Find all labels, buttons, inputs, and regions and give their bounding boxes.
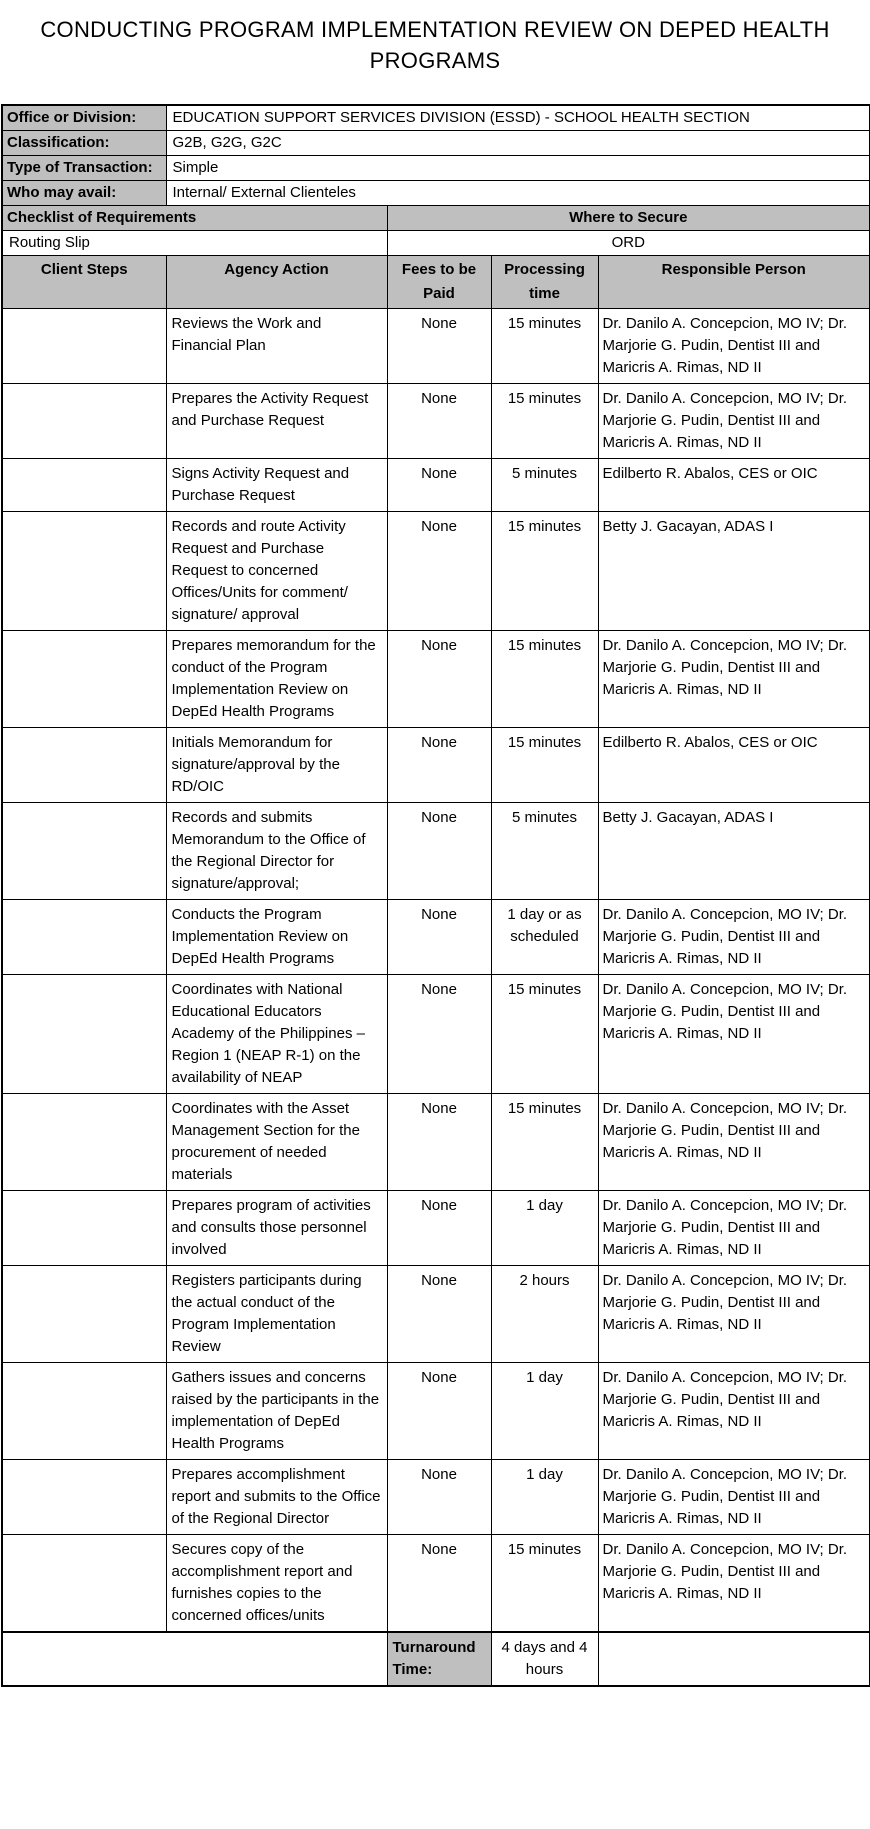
client-steps-cell xyxy=(2,1535,166,1633)
info-row-transaction-type xyxy=(2,156,870,181)
fees-cell: None xyxy=(387,1460,491,1535)
processing-time-cell: 1 day xyxy=(491,1363,598,1460)
client-steps-cell xyxy=(2,512,166,631)
processing-time-cell: 1 day xyxy=(491,1191,598,1266)
where-to-secure-header: Where to Secure xyxy=(387,206,870,231)
classification-label: Classification: xyxy=(2,131,166,156)
fees-cell: None xyxy=(387,631,491,728)
agency-action-cell: Initials Memorandum for signature/approval by the RD/OIC xyxy=(166,728,387,803)
agency-action-header: Agency Action xyxy=(166,256,387,309)
table-row xyxy=(2,900,870,975)
office-division-value: EDUCATION SUPPORT SERVICES DIVISION (ESSD) - SCHOOL HEALTH SECTION xyxy=(166,105,870,131)
responsible-person-cell: Betty J. Gacayan, ADAS I xyxy=(598,803,870,900)
info-row-who-may-avail xyxy=(2,181,870,206)
client-steps-cell xyxy=(2,728,166,803)
agency-action-cell: Prepares program of activities and consults those personnel involved xyxy=(166,1191,387,1266)
client-steps-cell xyxy=(2,1363,166,1460)
checklist-header-row xyxy=(2,206,870,231)
responsible-person-cell: Dr. Danilo A. Concepcion, MO IV; Dr. Marjorie G. Pudin, Dentist III and Maricris A. Rimas, ND II xyxy=(598,631,870,728)
agency-action-cell: Prepares accomplishment report and submits to the Office of the Regional Director xyxy=(166,1460,387,1535)
responsible-person-cell: Dr. Danilo A. Concepcion, MO IV; Dr. Marjorie G. Pudin, Dentist III and Maricris A. Rimas, ND II xyxy=(598,1191,870,1266)
processing-time-cell: 15 minutes xyxy=(491,975,598,1094)
turnaround-row xyxy=(2,1632,870,1686)
client-steps-header: Client Steps xyxy=(2,256,166,309)
checklist-item: Routing Slip xyxy=(2,231,387,256)
agency-action-cell: Reviews the Work and Financial Plan xyxy=(166,309,387,384)
processing-time-cell: 1 day xyxy=(491,1460,598,1535)
agency-action-cell: Prepares memorandum for the conduct of the Program Implementation Review on DepEd Health Programs xyxy=(166,631,387,728)
office-division-label: Office or Division: xyxy=(2,105,166,131)
table-row xyxy=(2,1460,870,1535)
client-steps-cell xyxy=(2,900,166,975)
turnaround-time-label: Turnaround Time: xyxy=(387,1632,491,1686)
fees-header: Fees to be Paid xyxy=(387,256,491,309)
agency-action-cell: Coordinates with the Asset Management Section for the procurement of needed materials xyxy=(166,1094,387,1191)
title-spacer xyxy=(1,76,869,104)
table-row xyxy=(2,975,870,1094)
client-steps-cell xyxy=(2,1094,166,1191)
processing-time-cell: 15 minutes xyxy=(491,384,598,459)
responsible-person-cell: Dr. Danilo A. Concepcion, MO IV; Dr. Marjorie G. Pudin, Dentist III and Maricris A. Rimas, ND II xyxy=(598,1535,870,1633)
fees-cell: None xyxy=(387,803,491,900)
table-row xyxy=(2,1535,870,1633)
fees-cell: None xyxy=(387,1094,491,1191)
client-steps-cell xyxy=(2,1266,166,1363)
client-steps-cell xyxy=(2,459,166,512)
fees-cell: None xyxy=(387,512,491,631)
who-may-avail-label: Who may avail: xyxy=(2,181,166,206)
checklist-of-requirements-header: Checklist of Requirements xyxy=(2,206,387,231)
client-steps-cell xyxy=(2,803,166,900)
responsible-person-cell: Dr. Danilo A. Concepcion, MO IV; Dr. Marjorie G. Pudin, Dentist III and Maricris A. Rimas, ND II xyxy=(598,1363,870,1460)
fees-cell: None xyxy=(387,384,491,459)
agency-action-cell: Records and route Activity Request and Purchase Request to concerned Offices/Units for comment/ signature/ approval xyxy=(166,512,387,631)
fees-cell: None xyxy=(387,900,491,975)
table-row xyxy=(2,803,870,900)
agency-action-cell: Gathers issues and concerns raised by the participants in the implementation of DepEd Health Programs xyxy=(166,1363,387,1460)
processing-time-cell: 5 minutes xyxy=(491,459,598,512)
processing-time-cell: 15 minutes xyxy=(491,1535,598,1633)
fees-cell: None xyxy=(387,1266,491,1363)
processing-time-cell: 15 minutes xyxy=(491,631,598,728)
table-row xyxy=(2,1191,870,1266)
processing-time-cell: 15 minutes xyxy=(491,1094,598,1191)
fees-cell: None xyxy=(387,728,491,803)
processing-time-cell: 15 minutes xyxy=(491,512,598,631)
where-to-secure-value: ORD xyxy=(387,231,870,256)
table-row xyxy=(2,1094,870,1191)
turnaround-right-blank xyxy=(598,1632,870,1686)
transaction-type-value: Simple xyxy=(166,156,870,181)
processing-time-cell: 2 hours xyxy=(491,1266,598,1363)
table-row xyxy=(2,1363,870,1460)
agency-action-cell: Records and submits Memorandum to the Office of the Regional Director for signature/approval; xyxy=(166,803,387,900)
column-header-row xyxy=(2,256,870,309)
client-steps-cell xyxy=(2,1460,166,1535)
fees-cell: None xyxy=(387,1363,491,1460)
turnaround-left-blank xyxy=(2,1632,387,1686)
responsible-person-cell: Edilberto R. Abalos, CES or OIC xyxy=(598,459,870,512)
steps-body xyxy=(2,309,870,1633)
table-row xyxy=(2,631,870,728)
fees-cell: None xyxy=(387,459,491,512)
table-row xyxy=(2,1266,870,1363)
agency-action-cell: Secures copy of the accomplishment report and furnishes copies to the concerned offices/units xyxy=(166,1535,387,1633)
table-row xyxy=(2,459,870,512)
agency-action-cell: Conducts the Program Implementation Review on DepEd Health Programs xyxy=(166,900,387,975)
fees-cell: None xyxy=(387,975,491,1094)
page-title: CONDUCTING PROGRAM IMPLEMENTATION REVIEW ON DEPED HEALTH PROGRAMS xyxy=(40,17,830,73)
table-row xyxy=(2,728,870,803)
responsible-person-header: Responsible Person xyxy=(598,256,870,309)
processing-time-cell: 15 minutes xyxy=(491,309,598,384)
fees-cell: None xyxy=(387,1535,491,1633)
agency-action-cell: Coordinates with National Educational Educators Academy of the Philippines – Region 1 (NEAP R-1) on the availability of NEAP xyxy=(166,975,387,1094)
client-steps-cell xyxy=(2,384,166,459)
client-steps-cell xyxy=(2,975,166,1094)
responsible-person-cell: Dr. Danilo A. Concepcion, MO IV; Dr. Marjorie G. Pudin, Dentist III and Maricris A. Rimas, ND II xyxy=(598,900,870,975)
table-row xyxy=(2,512,870,631)
table-row xyxy=(2,309,870,384)
responsible-person-cell: Betty J. Gacayan, ADAS I xyxy=(598,512,870,631)
processing-time-header: Processing time xyxy=(491,256,598,309)
transaction-type-label: Type of Transaction: xyxy=(2,156,166,181)
service-charter-table xyxy=(1,104,870,1687)
client-steps-cell xyxy=(2,1191,166,1266)
table-row xyxy=(2,384,870,459)
client-steps-cell xyxy=(2,309,166,384)
processing-time-cell: 5 minutes xyxy=(491,803,598,900)
agency-action-cell: Prepares the Activity Request and Purchase Request xyxy=(166,384,387,459)
responsible-person-cell: Dr. Danilo A. Concepcion, MO IV; Dr. Marjorie G. Pudin, Dentist III and Maricris A. Rimas, ND II xyxy=(598,1266,870,1363)
processing-time-cell: 15 minutes xyxy=(491,728,598,803)
responsible-person-cell: Dr. Danilo A. Concepcion, MO IV; Dr. Marjorie G. Pudin, Dentist III and Maricris A. Rimas, ND II xyxy=(598,384,870,459)
info-row-classification xyxy=(2,131,870,156)
responsible-person-cell: Dr. Danilo A. Concepcion, MO IV; Dr. Marjorie G. Pudin, Dentist III and Maricris A. Rimas, ND II xyxy=(598,975,870,1094)
fees-cell: None xyxy=(387,1191,491,1266)
fees-cell: None xyxy=(387,309,491,384)
info-row-office xyxy=(2,105,870,131)
who-may-avail-value: Internal/ External Clienteles xyxy=(166,181,870,206)
agency-action-cell: Registers participants during the actual conduct of the Program Implementation Review xyxy=(166,1266,387,1363)
client-steps-cell xyxy=(2,631,166,728)
agency-action-cell: Signs Activity Request and Purchase Request xyxy=(166,459,387,512)
responsible-person-cell: Dr. Danilo A. Concepcion, MO IV; Dr. Marjorie G. Pudin, Dentist III and Maricris A. Rimas, ND II xyxy=(598,1094,870,1191)
classification-value: G2B, G2G, G2C xyxy=(166,131,870,156)
checklist-item-row xyxy=(2,231,870,256)
responsible-person-cell: Edilberto R. Abalos, CES or OIC xyxy=(598,728,870,803)
turnaround-time-value: 4 days and 4 hours xyxy=(491,1632,598,1686)
processing-time-cell: 1 day or as scheduled xyxy=(491,900,598,975)
responsible-person-cell: Dr. Danilo A. Concepcion, MO IV; Dr. Marjorie G. Pudin, Dentist III and Maricris A. Rimas, ND II xyxy=(598,1460,870,1535)
responsible-person-cell: Dr. Danilo A. Concepcion, MO IV; Dr. Marjorie G. Pudin, Dentist III and Maricris A. Rimas, ND II xyxy=(598,309,870,384)
